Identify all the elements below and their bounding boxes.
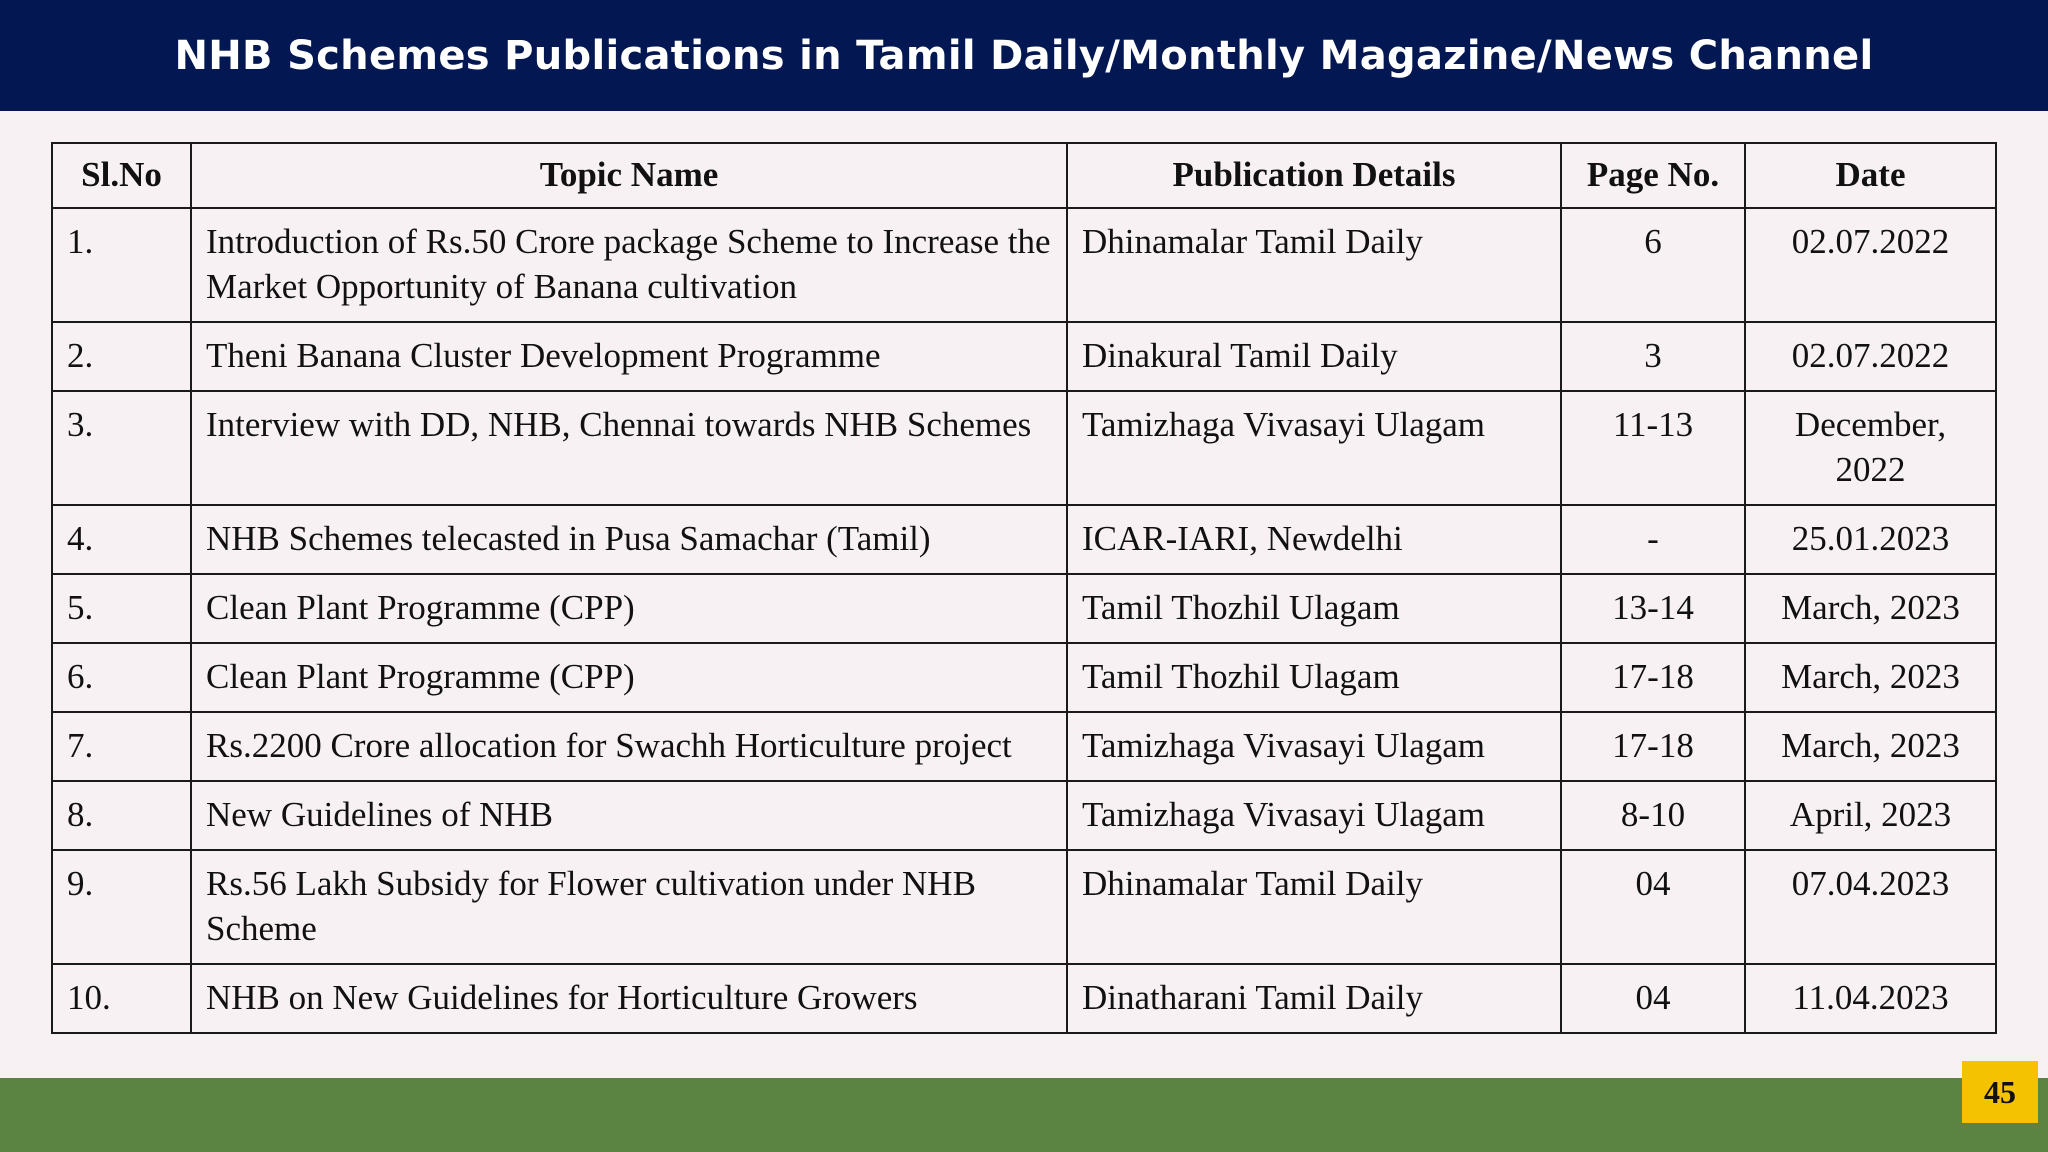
cell-publication: Tamizhaga Vivasayi Ulagam — [1067, 712, 1561, 781]
cell-publication: Tamil Thozhil Ulagam — [1067, 574, 1561, 643]
cell-topic: NHB Schemes telecasted in Pusa Samachar (Tamil) — [191, 505, 1067, 574]
footer-bar — [0, 1078, 2048, 1152]
table-row — [52, 574, 1996, 643]
table-row — [52, 850, 1996, 964]
cell-publication: Dhinamalar Tamil Daily — [1067, 208, 1561, 322]
page-number-badge: 45 — [1962, 1061, 2038, 1123]
cell-page: 17-18 — [1561, 643, 1745, 712]
table-row — [52, 208, 1996, 322]
cell-sl-no: 7. — [52, 712, 191, 781]
cell-sl-no: 1. — [52, 208, 191, 322]
cell-topic: Introduction of Rs.50 Crore package Scheme to Increase the Market Opportunity of Banana cultivation — [191, 208, 1067, 322]
cell-publication: Tamizhaga Vivasayi Ulagam — [1067, 391, 1561, 505]
cell-page: 13-14 — [1561, 574, 1745, 643]
cell-date: March, 2023 — [1745, 574, 1996, 643]
cell-date: 02.07.2022 — [1745, 322, 1996, 391]
cell-page: 8-10 — [1561, 781, 1745, 850]
cell-date: March, 2023 — [1745, 643, 1996, 712]
table-header-row — [52, 143, 1996, 208]
cell-page: - — [1561, 505, 1745, 574]
cell-page: 04 — [1561, 850, 1745, 964]
table-row — [52, 964, 1996, 1033]
cell-publication: Dinakural Tamil Daily — [1067, 322, 1561, 391]
cell-topic: Interview with DD, NHB, Chennai towards NHB Schemes — [191, 391, 1067, 505]
header-date: Date — [1745, 143, 1996, 208]
cell-sl-no: 4. — [52, 505, 191, 574]
cell-topic: Rs.56 Lakh Subsidy for Flower cultivation under NHB Scheme — [191, 850, 1067, 964]
cell-publication: ICAR-IARI, Newdelhi — [1067, 505, 1561, 574]
cell-publication: Tamil Thozhil Ulagam — [1067, 643, 1561, 712]
cell-sl-no: 3. — [52, 391, 191, 505]
cell-page: 3 — [1561, 322, 1745, 391]
cell-date: 25.01.2023 — [1745, 505, 1996, 574]
cell-topic: Rs.2200 Crore allocation for Swachh Horticulture project — [191, 712, 1067, 781]
cell-date: 07.04.2023 — [1745, 850, 1996, 964]
cell-page: 11-13 — [1561, 391, 1745, 505]
cell-topic: NHB on New Guidelines for Horticulture Growers — [191, 964, 1067, 1033]
cell-sl-no: 2. — [52, 322, 191, 391]
cell-page: 6 — [1561, 208, 1745, 322]
table-row — [52, 712, 1996, 781]
cell-topic: New Guidelines of NHB — [191, 781, 1067, 850]
cell-sl-no: 6. — [52, 643, 191, 712]
cell-publication: Tamizhaga Vivasayi Ulagam — [1067, 781, 1561, 850]
table-row — [52, 643, 1996, 712]
cell-topic: Clean Plant Programme (CPP) — [191, 643, 1067, 712]
title-bar — [0, 0, 2048, 111]
table-row — [52, 505, 1996, 574]
header-sl-no: Sl.No — [52, 143, 191, 208]
cell-sl-no: 8. — [52, 781, 191, 850]
header-topic-name: Topic Name — [191, 143, 1067, 208]
cell-topic: Theni Banana Cluster Development Programme — [191, 322, 1067, 391]
publications-table — [51, 142, 1997, 1034]
cell-topic: Clean Plant Programme (CPP) — [191, 574, 1067, 643]
cell-date: March, 2023 — [1745, 712, 1996, 781]
table-row — [52, 322, 1996, 391]
cell-page: 17-18 — [1561, 712, 1745, 781]
header-publication-details: Publication Details — [1067, 143, 1561, 208]
cell-publication: Dinatharani Tamil Daily — [1067, 964, 1561, 1033]
cell-sl-no: 10. — [52, 964, 191, 1033]
cell-sl-no: 5. — [52, 574, 191, 643]
cell-sl-no: 9. — [52, 850, 191, 964]
cell-date: 11.04.2023 — [1745, 964, 1996, 1033]
cell-publication: Dhinamalar Tamil Daily — [1067, 850, 1561, 964]
slide-title: NHB Schemes Publications in Tamil Daily/Monthly Magazine/News Channel — [174, 32, 1874, 79]
cell-date: December, 2022 — [1745, 391, 1996, 505]
cell-page: 04 — [1561, 964, 1745, 1033]
header-page-no: Page No. — [1561, 143, 1745, 208]
table-row — [52, 781, 1996, 850]
table-row — [52, 391, 1996, 505]
cell-date: 02.07.2022 — [1745, 208, 1996, 322]
cell-date: April, 2023 — [1745, 781, 1996, 850]
